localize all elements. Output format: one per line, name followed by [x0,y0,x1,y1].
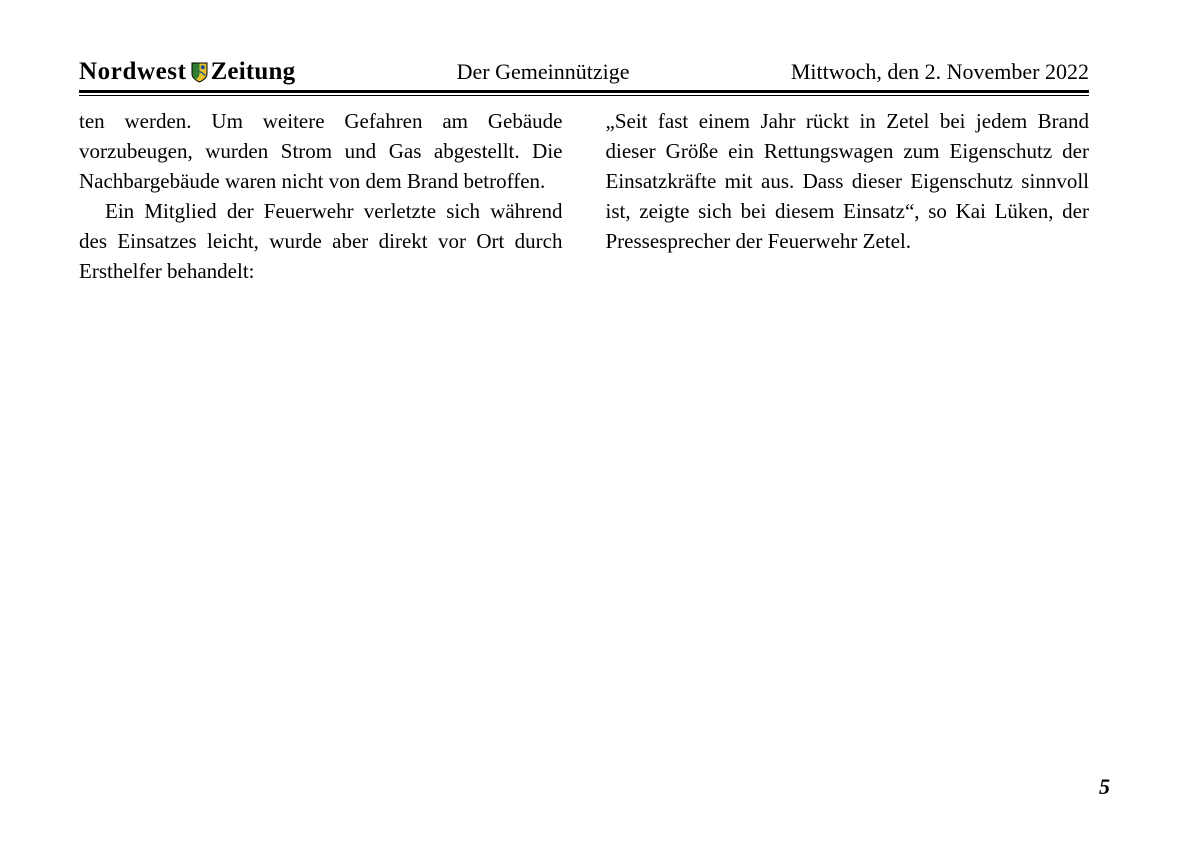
paragraph: ten werden. Um weitere Gefahren am Gebäude vorzubeugen, wurden Strom und Gas abgestellt. Die Nachbargebäude waren nicht von dem Brand betroffen. [79,109,563,193]
coat-of-arms-icon [191,62,208,83]
header-rule-thick [79,90,1089,93]
header-date: Mittwoch, den 2. November 2022 [790,59,1089,84]
page-header [79,52,1089,86]
header-section-title: Der Gemeinnützige [456,59,630,84]
masthead-logo [79,58,295,86]
page-number: 5 [1099,774,1110,799]
header-rule-thin [79,95,1089,96]
left-column [79,106,563,286]
paragraph: Ein Mitglied der Feuerwehr verletzte sich während des Einsatzes leicht, wurde aber direkt vor Ort durch Ersthelfer behandelt: [79,199,563,283]
masthead-word-left: Nordwest [79,58,187,85]
paragraph: „Seit fast einem Jahr rückt in Zetel bei jedem Brand dieser Größe ein Rettungswagen zum Eigenschutz der Einsatzkräfte mit aus. Dass dieser Eigenschutz sinnvoll ist, zeigte sich bei diesem Einsatz“, so Kai Lüken, der Pressesprecher der Feuerwehr Zetel. [605,109,1089,253]
right-column [606,106,1090,286]
article-body [79,106,1089,286]
masthead-word-right: Zeitung [210,58,296,85]
